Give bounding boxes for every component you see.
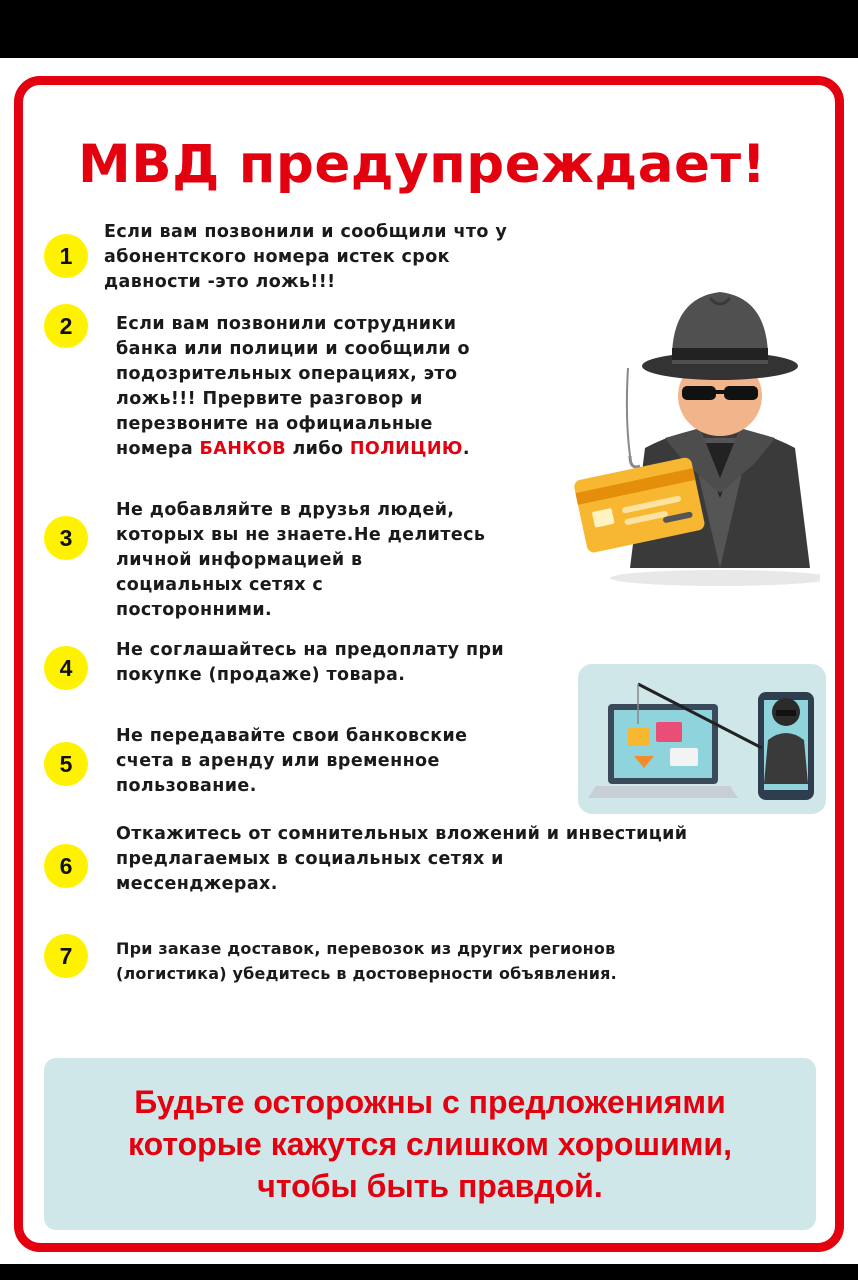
- number-badge-6: 6: [44, 844, 88, 888]
- item-line: Если вам позвонили сотрудники: [116, 314, 457, 334]
- item-text-6: [116, 822, 816, 897]
- item-line: абонентского номера истек срок: [104, 247, 450, 267]
- item-line: личной информацией в: [116, 550, 363, 570]
- banner-line: которые кажутся слишком хорошими,: [128, 1126, 732, 1162]
- item-line: давности -это ложь!!!: [104, 272, 336, 292]
- poster-title: МВД предупреждает!: [78, 134, 767, 195]
- item-line: Если вам позвонили и сообщили что у: [104, 222, 508, 242]
- highlight-police: ПОЛИЦИЮ: [349, 439, 463, 459]
- item-line: которых вы не знаете.Не делитесь: [116, 525, 486, 545]
- item-line: ложь!!! Прервите разговор и: [116, 389, 423, 409]
- item-line: перезвоните на официальные: [116, 414, 433, 434]
- warning-banner-text: [44, 1081, 816, 1207]
- item-line: Не добавляйте в друзья людей,: [116, 500, 455, 520]
- item-line: покупке (продаже) товара.: [116, 665, 406, 685]
- number-badge-4: 4: [44, 646, 88, 690]
- item-line: социальных сетях с: [116, 575, 324, 595]
- top-black-bar: [0, 0, 858, 58]
- item-line: счета в аренду или временное: [116, 751, 440, 771]
- item-line: пользование.: [116, 776, 257, 796]
- item-line: При заказе доставок, перевозок из других регионов: [116, 939, 616, 958]
- item-line: посторонними.: [116, 600, 273, 620]
- number-badge-1: 1: [44, 234, 88, 278]
- item-line: предлагаемых в социальных сетях и: [116, 849, 504, 869]
- number-badge-7: 7: [44, 934, 88, 978]
- highlight-banks: БАНКОВ: [199, 439, 286, 459]
- item-text-7: [116, 936, 816, 986]
- text-fragment: номера: [116, 439, 200, 459]
- text-fragment: .: [462, 439, 470, 459]
- number-badge-5: 5: [44, 742, 88, 786]
- bottom-black-bar: [0, 1264, 858, 1280]
- item-text-2: [116, 312, 566, 462]
- item-text-5: [116, 724, 546, 799]
- item-line: Откажитесь от сомнительных вложений и инвестиций: [116, 824, 688, 844]
- banner-line: чтобы быть правдой.: [257, 1168, 603, 1204]
- laptop-phishing-icon: [578, 664, 826, 824]
- text-fragment: либо: [285, 439, 350, 459]
- item-line: Не передавайте свои банковские: [116, 726, 468, 746]
- item-line: банка или полиции и сообщили о: [116, 339, 470, 359]
- item-line: мессенджерах.: [116, 874, 278, 894]
- hacker-spy-icon: [570, 278, 820, 588]
- banner-line: Будьте осторожны с предложениями: [134, 1084, 726, 1120]
- item-text-4: [116, 638, 576, 688]
- number-badge-2: 2: [44, 304, 88, 348]
- item-line-with-highlights: [116, 437, 566, 462]
- item-line: подозрительных операциях, это: [116, 364, 458, 384]
- number-badge-3: 3: [44, 516, 88, 560]
- item-text-3: [116, 498, 566, 623]
- item-text-1: [104, 220, 584, 295]
- item-line: (логистика) убедитесь в достоверности объявления.: [116, 964, 617, 983]
- item-line: Не соглашайтесь на предоплату при: [116, 640, 505, 660]
